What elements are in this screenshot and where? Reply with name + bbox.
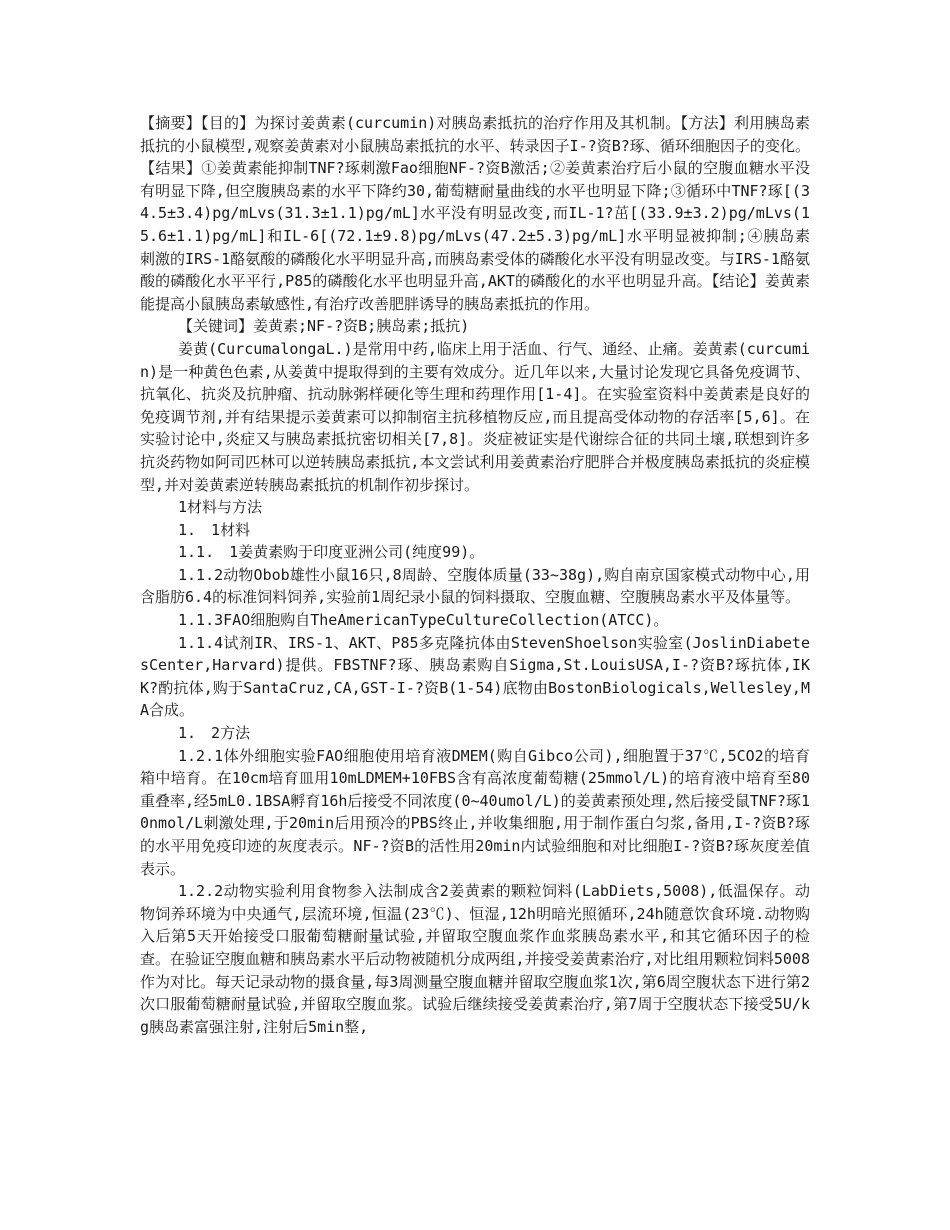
abstract-paragraph: 【摘要】【目的】为探讨姜黄素(curcumin)对胰岛素抵抗的治疗作用及其机制。【方法】利用胰岛素抵抗的小鼠模型,观察姜黄素对小鼠胰岛素抵抗的水平、转录因子I-?资B?琢、循环细胞因子的变化。【结果】①姜黄素能抑制TNF?琢刺激Fao细胞NF-?资B激活;②姜黄素治疗后小鼠的空腹血糖水平没有明显下降,但空腹胰岛素的水平下降约30,葡萄糖耐量曲线的水平也明显下降;③循环中TNF?琢[(34.5±3.4)pg/mLvs(31.3±1.1)pg/mL]水平没有明显改变,而IL-1?茁[(33.9±3.2)pg/mLvs(15.6±1.1)pg/mL]和IL-6[(72.1±9.8)pg/mLvs(47.2±5.3)pg/mL]水平明显被抑制;④胰岛素刺激的IRS-1酪氨酸的磷酸化水平明显升高,而胰岛素受体的磷酸化水平没有明显改变。与IRS-1酪氨酸的磷酸化水平平行,P85的磷酸化水平也明显升高,AKT的磷酸化的水平也明显升高。【结论】姜黄素能提高小鼠胰岛素敏感性,有治疗改善肥胖诱导的胰岛素抵抗的作用。 xyxy=(140,114,810,313)
materials-animals-paragraph: 1.1.2动物Obob雄性小鼠16只,8周龄、空腹体质量(33~38g),购自南京国家模式动物中心,用含脂肪6.4的标准饲料饲养,实验前1周纪录小鼠的饲料摄取、空腹血糖、空腹胰岛素水平及体量等。 xyxy=(140,565,810,607)
section-heading-materials-methods: 1材料与方法 xyxy=(178,498,263,517)
materials-reagents-paragraph: 1.1.4试剂IR、IRS-1、AKT、P85多克隆抗体由StevenShoelson实验室(JoslinDiabetesCenter,Harvard)提供。FBSTNF?琢、胰岛素购自Sigma,St.LouisUSA,I-?资B?琢抗体,IKK?酌抗体,购于SantaCruz,CA,GST-I-?资B(1-54)底物由BostonBiologicals,Wellesley,MA合成。 xyxy=(140,633,810,720)
introduction-paragraph: 姜黄(CurcumalongaL.)是常用中药,临床上用于活血、行气、通经、止痛。姜黄素(curcumin)是一种黄色色素,从姜黄中提取得到的主要有效成分。近几年以来,大量讨论发现它具备免疫调节、抗氧化、抗炎及抗肿瘤、抗动脉粥样硬化等生理和药理作用[1-4]。在实验室资料中姜黄素是良好的免疫调节剂,并有结果提示姜黄素可以抑制宿主抗移植物反应,而且提高受体动物的存活率[5,6]。在实验讨论中,炎症又与胰岛素抵抗密切相关[7,8]。炎症被证实是代谢综合征的共同土壤,联想到许多抗炎药物如阿司匹林可以逆转胰岛素抵抗,本文尝试利用姜黄素治疗肥胖合并极度胰岛素抵抗的炎症模型,并对姜黄素逆转胰岛素抵抗的机制作初步探讨。 xyxy=(140,339,810,494)
subsection-heading-materials: 1. 1材料 xyxy=(178,520,251,539)
materials-curcumin-paragraph: 1.1. 1姜黄素购于印度亚洲公司(纯度99)。 xyxy=(178,543,485,562)
methods-cell-experiment-paragraph: 1.2.1体外细胞实验FAO细胞使用培育液DMEM(购自Gibco公司),细胞置于37℃,5CO2的培育箱中培育。在10cm培育皿用10mLDMEM+10FBS含有高浓度葡萄糖(25mmol/L)的培育液中培育至80重叠率,经5mL0.1BSA孵育16h后接受不同浓度(0~40umol/L)的姜黄素预处理,然后接受鼠TNF?琢10nmol/L刺激处理,于20min后用预冷的PBS终止,并收集细胞,用于制作蛋白匀浆,备用,I-?资B?琢的水平用免疫印迹的灰度表示。NF-?资B的活性用20min内试验细胞和对比细胞I-?资B?琢灰度差值表示。 xyxy=(140,746,810,878)
keywords-paragraph: 【关键词】姜黄素;NF-?资B;胰岛素;抵抗) xyxy=(178,317,470,336)
materials-cells-paragraph: 1.1.3FAO细胞购自TheAmericanTypeCultureCollection(ATCC)。 xyxy=(178,611,669,630)
subsection-heading-methods: 1. 2方法 xyxy=(178,724,251,743)
methods-animal-experiment-paragraph: 1.2.2动物实验利用食物参入法制成含2姜黄素的颗粒饲料(LabDiets,5008),低温保存。动物饲养环境为中央通气,层流环境,恒温(23℃)、恒湿,12h明暗光照循环,24h随意饮食环境.动物购入后第5天开始接受口服葡萄糖耐量试验,并留取空腹血浆作血浆胰岛素水平,和其它循环因子的检查。在验证空腹血糖和胰岛素水平后动物被随机分成两组,并接受姜黄素治疗,对比组用颗粒饲料5008作为对比。每天记录动物的摄食量,每3周测量空腹血糖并留取空腹血浆1次,第6周空腹状态下进行第2次口服葡萄糖耐量试验,并留取空腹血浆。试验后继续接受姜黄素治疗,第7周于空腹状态下接受5U/kg胰岛素富强注射,注射后5min整, xyxy=(140,882,810,1036)
document-page xyxy=(140,112,810,1038)
